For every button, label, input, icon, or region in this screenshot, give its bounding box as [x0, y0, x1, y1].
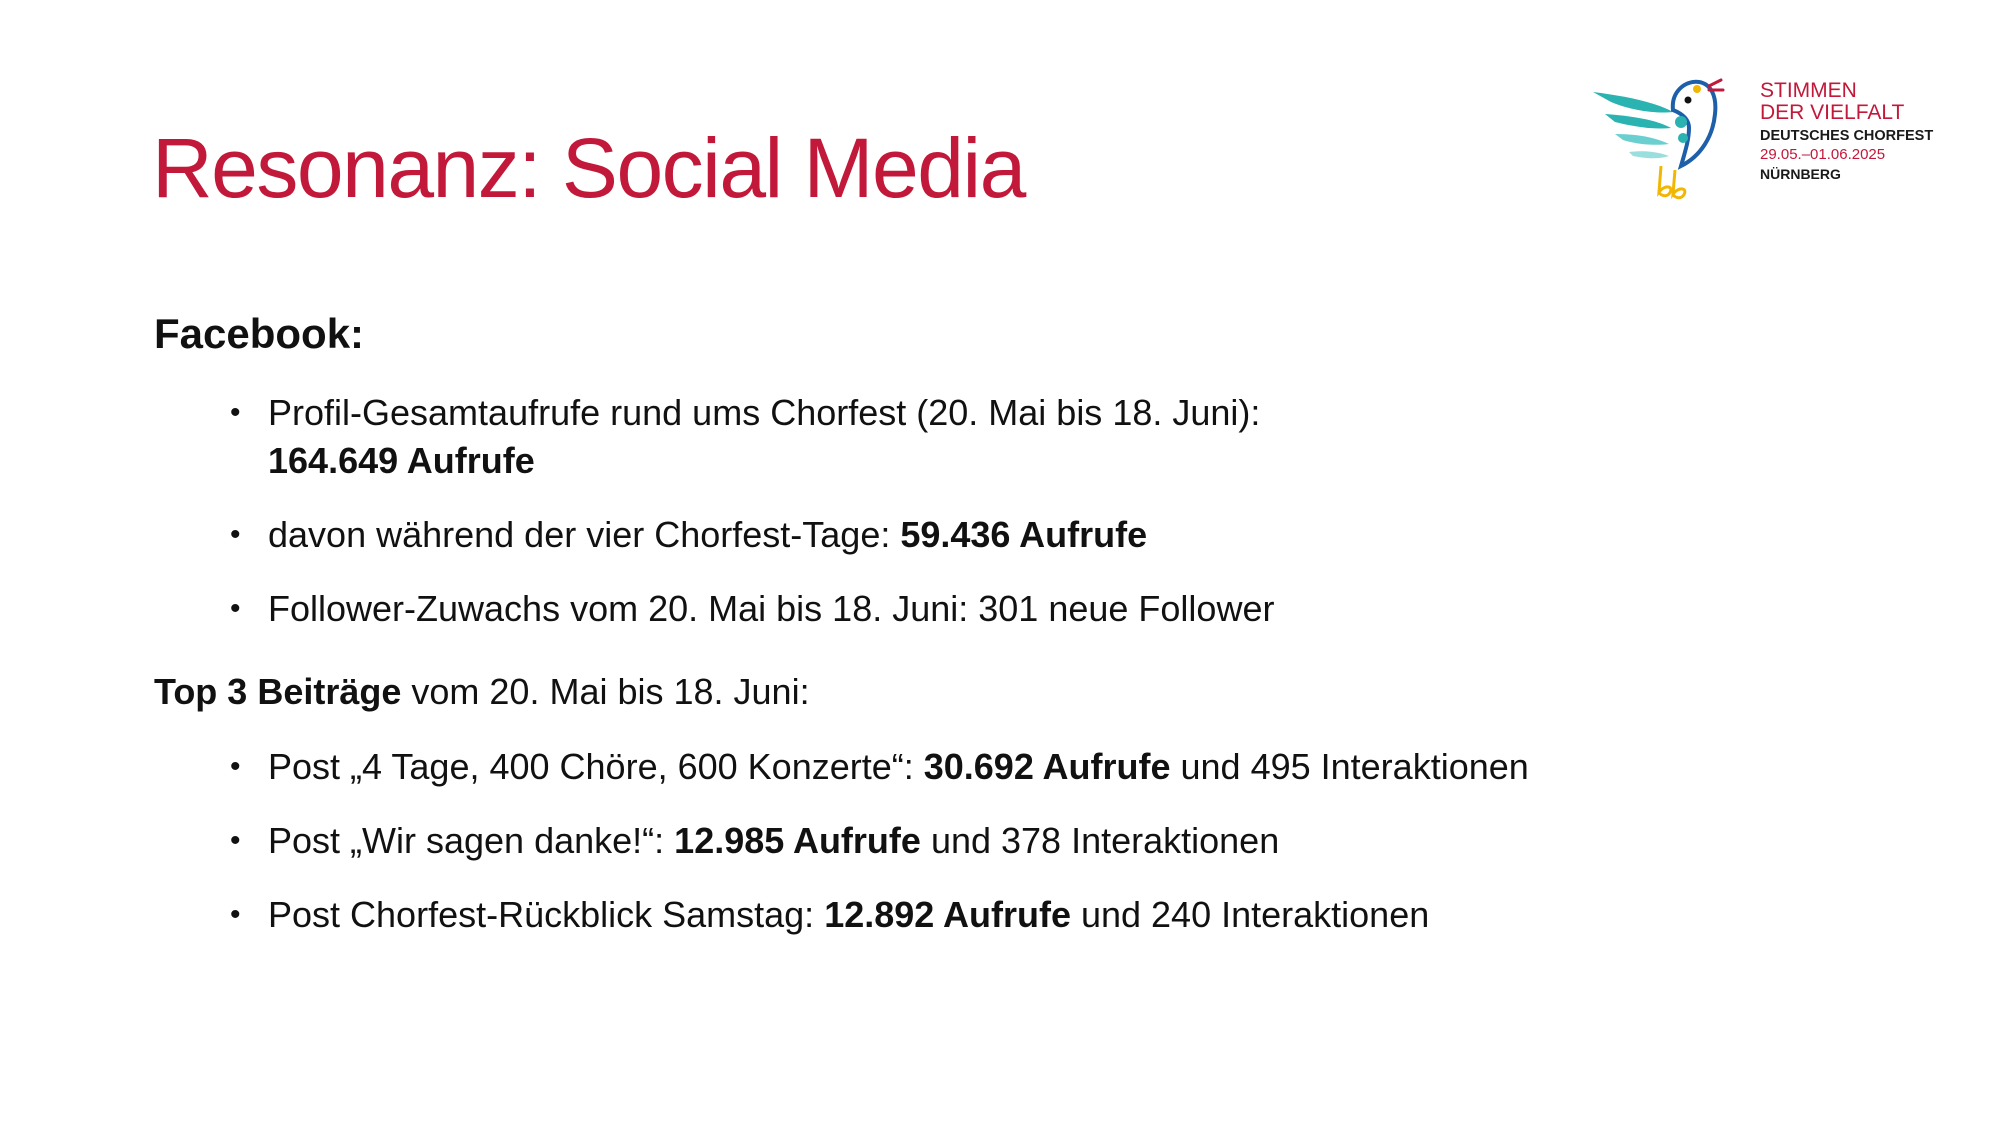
bullet-dot: •	[230, 518, 241, 551]
post-interactions: und 495 Interaktionen	[1170, 746, 1529, 787]
list-item	[230, 743, 1529, 791]
list-item	[230, 817, 1529, 865]
facebook-bullet-list	[230, 389, 1274, 633]
slide-title: Resonanz: Social Media	[152, 121, 1025, 215]
post-interactions: und 378 Interaktionen	[920, 820, 1280, 861]
logo-line-city: NÜRNBERG	[1760, 166, 1841, 182]
bullet-dot: •	[230, 750, 241, 783]
bullet-dot: •	[230, 824, 241, 857]
post-interactions: und 240 Interaktionen	[1070, 894, 1430, 935]
list-item	[230, 585, 1274, 633]
bullet-text: Follower-Zuwachs vom 20. Mai bis 18. Juni: 301 neue Follower	[268, 588, 1275, 629]
bullet-value: 164.649 Aufrufe	[268, 440, 535, 481]
bullet-dot: •	[230, 898, 241, 931]
festival-logo	[1585, 70, 1955, 200]
facebook-heading: Facebook:	[154, 310, 365, 357]
post-views: 30.692 Aufrufe	[923, 746, 1171, 787]
top-posts-label: Top 3 Beiträge	[154, 671, 402, 712]
post-views: 12.985 Aufrufe	[674, 820, 921, 861]
logo-line-vielfalt: DER VIELFALT	[1760, 101, 1905, 124]
logo-line-stimmen: STIMMEN	[1760, 79, 1857, 102]
logo-line-chorfest: DEUTSCHES CHORFEST	[1760, 128, 1934, 144]
list-item	[230, 891, 1529, 939]
post-title: Post „Wir sagen danke!“:	[268, 820, 675, 861]
bullet-value: 59.436 Aufrufe	[900, 514, 1148, 555]
post-title: Post „4 Tage, 400 Chöre, 600 Konzerte“:	[268, 746, 924, 787]
bullet-text: davon während der vier Chorfest-Tage:	[268, 514, 901, 555]
bird-icon	[1585, 70, 1735, 200]
bullet-dot: •	[230, 592, 241, 625]
post-views: 12.892 Aufrufe	[824, 894, 1071, 935]
post-title: Post Chorfest-Rückblick Samstag:	[268, 894, 825, 935]
logo-text	[1760, 80, 1933, 184]
top-posts-list	[230, 743, 1529, 939]
bullet-dot: •	[230, 396, 241, 429]
top-posts-intro	[154, 668, 810, 716]
logo-line-dates: 29.05.–01.06.2025	[1760, 146, 1886, 163]
list-item	[230, 511, 1274, 559]
top-posts-period: vom 20. Mai bis 18. Juni:	[401, 671, 810, 712]
bullet-text: Profil-Gesamtaufrufe rund ums Chorfest (20. Mai bis 18. Juni):	[268, 392, 1261, 433]
list-item	[230, 389, 1274, 485]
